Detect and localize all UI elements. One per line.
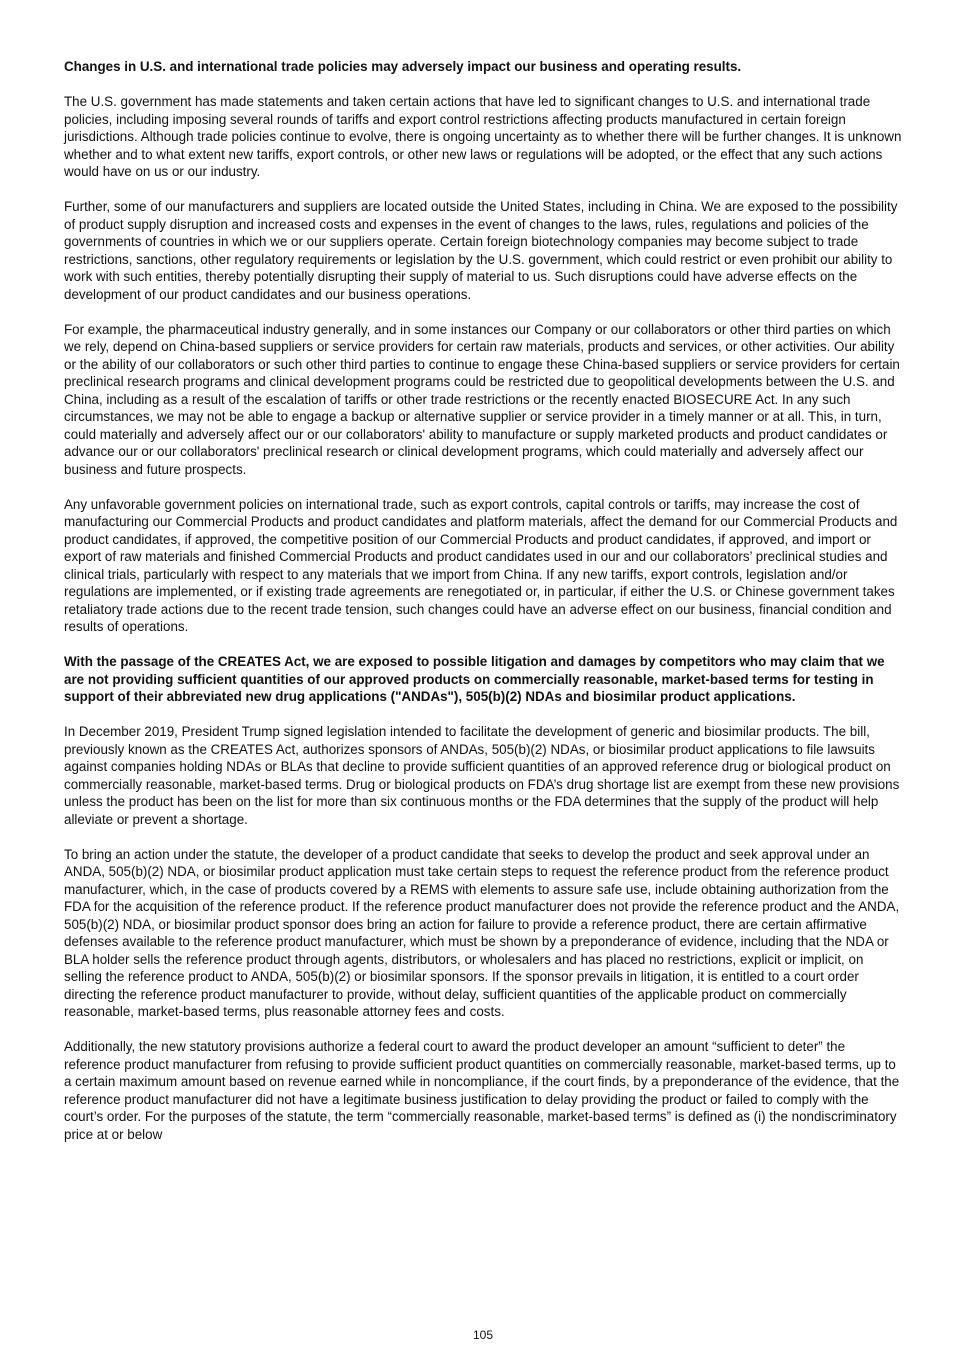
page-number: 105 — [472, 1328, 494, 1342]
paragraph: Further, some of our manufacturers and suppliers are located outside the United States, including in China. We are exposed to the possibility of product supply disruption and increased costs and expenses in the event of changes to the laws, rules, regulations and policies of the governments of countries in which we or our suppliers operate. Certain foreign biotechnology companies may become subject to trade restrictions, sanctions, other regulatory requirements or legislation by the U.S. government, which could restrict or even prohibit our ability to work with such entities, thereby potentially disrupting their supply of material to us. Such disruptions could have adverse effects on the development of our product candidates and our business operations. — [64, 199, 898, 302]
document-body — [64, 58, 902, 1161]
paragraph: Any unfavorable government policies on international trade, such as export controls, capital controls or tariffs, may increase the cost of manufacturing our Commercial Products and product candidates and platform materials, affect the demand for our Commercial Products and product candidates, if approved, the competitive position of our Commercial Products and product candidates, if approved, and import or export of raw materials and finished Commercial Products and product candidates used in our and our collaborators’ preclinical studies and clinical trials, particularly with respect to any materials that we import from China. If any new tariffs, export controls, legislation and/or regulations are implemented, or if existing trade agreements are renegotiated or, in particular, if either the U.S. or Chinese government takes retaliatory trade actions due to the recent trade tension, such changes could have an adverse effect on our business, financial condition and results of operations. — [64, 496, 898, 634]
paragraph: In December 2019, President Trump signed legislation intended to facilitate the development of generic and biosimilar products. The bill, previously known as the CREATES Act, authorizes sponsors of ANDAs, 505(b)(2) NDAs, or biosimilar product applications to file lawsuits against companies holding NDAs or BLAs that decline to provide sufficient quantities of an approved reference drug or biological product on commercially reasonable, market-based terms. Drug or biological products on FDA’s drug shortage list are exempt from these new provisions unless the product has been on the list for more than six continuous months or the FDA determines that the supply of the product will help alleviate or prevent a shortage. — [64, 724, 900, 827]
paragraph: Additionally, the new statutory provisions authorize a federal court to award the product developer an amount “sufficient to deter” the reference product manufacturer from refusing to provide sufficient product quantities on commercially reasonable, market-based terms, up to a certain maximum amount based on revenue earned while in noncompliance, if the court finds, by a preponderance of the evidence, that the reference product manufacturer did not have a legitimate business justification to delay providing the product or failed to comply with the court’s order. For the purposes of the statute, the term “commercially reasonable, market-based terms” is defined as (i) the nondiscriminatory price at or below — [64, 1039, 900, 1142]
paragraph: To bring an action under the statute, the developer of a product candidate that seeks to develop the product and seek approval under an ANDA, 505(b)(2) NDA, or biosimilar product application must take certain steps to request the reference product from the reference product manufacturer, which, in the case of products covered by a REMS with elements to assure safe use, include obtaining authorization from the FDA for the acquisition of the reference product. If the reference product manufacturer does not provide the reference product and the ANDA, 505(b)(2) NDA, or biosimilar product sponsor does bring an action for failure to provide a reference product, there are certain affirmative defenses available to the reference product manufacturer, which must be shown by a preponderance of evidence, including that the NDA or BLA holder sells the reference product through agents, distributors, or wholesalers and has placed no restrictions, explicit or implicit, on selling the reference product to ANDA, 505(b)(2) or biosimilar sponsors. If the sponsor prevails in litigation, it is entitled to a court order directing the reference product manufacturer to provide, without delay, sufficient quantities of the applicable product on commercially reasonable, market-based terms, plus reasonable attorney fees and costs. — [64, 846, 900, 1019]
paragraph: For example, the pharmaceutical industry generally, and in some instances our Company or our collaborators or other third parties on which we rely, depend on China-based suppliers or service providers for certain raw materials, products and services, or other activities. Our ability or the ability of our collaborators or such other third parties to continue to engage these China-based suppliers or service providers for certain preclinical research programs and clinical development programs could be restricted due to geopolitical developments between the U.S. and China, including as a result of the escalation of tariffs or other trade restrictions or the recently enacted BIOSECURE Act. In any such circumstances, we may not be able to engage a backup or alternative supplier or service provider in a timely manner or at all. This, in turn, could materially and adversely affect our or our collaborators' ability to manufacture or supply marketed products and product candidates or advance our or our collaborators' preclinical research or clinical development programs, which could materially and adversely affect our business and future prospects. — [64, 321, 900, 477]
section-heading-trade-policies: Changes in U.S. and international trade policies may adversely impact our business and operating results. — [64, 59, 742, 74]
section-heading-creates-act: With the passage of the CREATES Act, we are exposed to possible litigation and damages by competitors who may claim that we are not providing sufficient quantities of our approved products on commercially reasonable, market-based terms for testing in support of their abbreviated new drug applications ("ANDAs"), 505(b)(2) NDAs and biosimilar product applications. — [64, 654, 885, 704]
paragraph: The U.S. government has made statements and taken certain actions that have led to significant changes to U.S. and international trade policies, including imposing several rounds of tariffs and export control restrictions affecting products manufactured in certain foreign jurisdictions. Although trade policies continue to evolve, there is ongoing uncertainty as to whether there will be further changes. It is unknown whether and to what extent new tariffs, export controls, or other new laws or regulations will be adopted, or the effect that any such actions would have on us or our industry. — [64, 94, 902, 179]
